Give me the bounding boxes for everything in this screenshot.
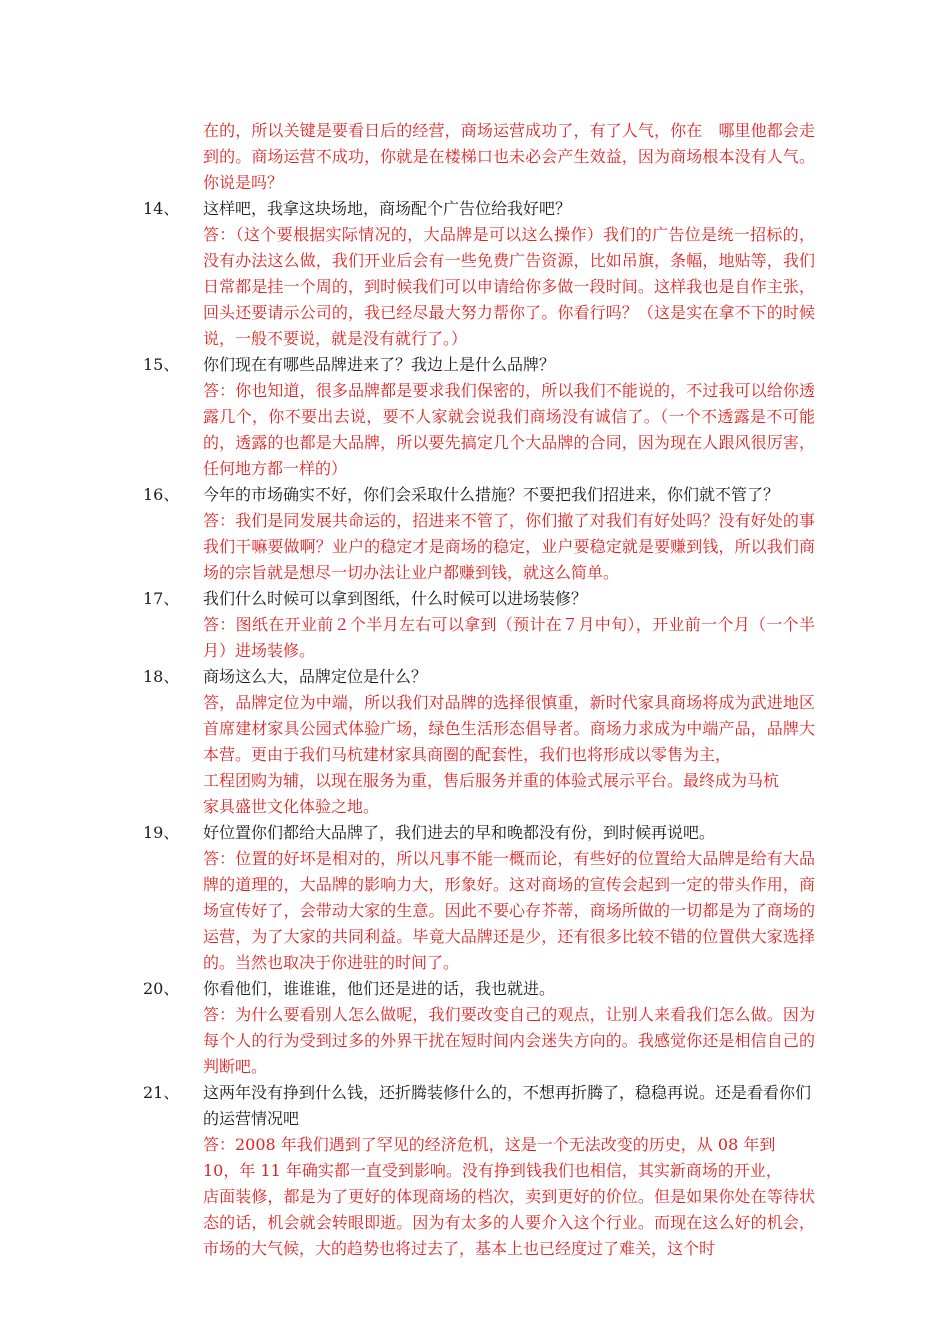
answer-text: 答：为什么要看别人怎么做呢，我们要改变自己的观点，让别人来看我们怎么做。因为每个人的行为受到过多的外界干扰在短时间内会迷失方向的。我感觉你还是相信自己的判断吧。 — [203, 1005, 815, 1076]
question-number: 18、 — [143, 667, 180, 686]
qa-list — [0, 196, 950, 1262]
question-row — [0, 586, 950, 612]
question-number: 17、 — [143, 589, 180, 608]
question-row — [0, 820, 950, 846]
question-number: 19、 — [143, 823, 180, 842]
question-number: 15、 — [143, 355, 180, 374]
qa-item — [0, 586, 950, 664]
question-text: 你们现在有哪些品牌进来了？我边上是什么品牌？ — [203, 355, 556, 374]
question-number: 16、 — [143, 485, 180, 504]
question-row — [0, 482, 950, 508]
qa-item — [0, 196, 950, 352]
question-text: 我们什么时候可以拿到图纸，什么时候可以进场装修？ — [203, 589, 588, 608]
answer-text: 答：你也知道，很多品牌都是要求我们保密的，所以我们不能说的，不过我可以给你透露几个，你不要出去说，要不人家就会说我们商场没有诚信了。（一个不透露是不可能的，透露的也都是大品牌，所以要先搞定几个大品牌的合同，因为现在人跟风很厉害，任何地方都一样的） — [203, 381, 815, 478]
qa-item — [0, 482, 950, 586]
qa-item — [0, 664, 950, 820]
question-text: 这样吧，我拿这块场地，商场配个广告位给我好吧？ — [203, 199, 572, 218]
question-row — [0, 664, 950, 690]
qa-item — [0, 976, 950, 1080]
question-text: 你看他们，谁谁谁，他们还是进的话，我也就进。 — [203, 979, 556, 998]
question-number: 21、 — [143, 1083, 180, 1102]
question-row — [0, 196, 950, 222]
answer-text: 答：我们是同发展共命运的，招进来不管了，你们撤了对我们有好处吗？没有好处的事我们干嘛要做啊？业户的稳定才是商场的稳定，业户要稳定就是要赚到钱，所以我们商场的宗旨就是想尽一切办法让业户都赚到钱，就这么简单。 — [203, 511, 815, 582]
question-number: 20、 — [143, 979, 180, 998]
answer-text: 答，品牌定位为中端，所以我们对品牌的选择很慎重，新时代家具商场将成为武进地区首席建材家具公园式体验广场，绿色生活形态倡导者。商场力求成为中端产品，品牌大本营。更由于我们马杭建材家具商圈的配套性，我们也将形成以零售为主， 工程团购为辅，以现在服务为重，售后服务并重的体验式展示平台。最终成为马杭 家具盛世文化体验之地。 — [203, 693, 815, 816]
question-row — [0, 976, 950, 1002]
question-text: 这两年没有挣到什么钱，还折腾装修什么的，不想再折腾了，稳稳再说。还是看看你们的运营情况吧 — [203, 1083, 812, 1128]
document-page — [0, 118, 950, 1262]
question-row — [0, 352, 950, 378]
question-row — [0, 1080, 950, 1132]
answer-text: 答：图纸在开业前２个半月左右可以拿到（预计在７月中旬），开业前一个月（一个半月）进场装修。 — [203, 615, 815, 660]
answer-text: 答：2008 年我们遇到了罕见的经济危机，这是一个无法改变的历史，从 08 年到 10，年 11 年确实都一直受到影响。没有挣到钱我们也相信，其实新商场的开业， 店面装修，都是为了更好的体现商场的档次，卖到更好的价位。但是如果你处在等待状态的话，机会就会转眼即逝。因为有太多的人要介入这个行业。而现在这么好的机会，市场的大气候，大的趋势也将过去了，基本上也已经度过了难关，这个时 — [203, 1135, 815, 1258]
answer-text: 答：（这个要根据实际情况的，大品牌是可以这么操作）我们的广告位是统一招标的，没有办法这么做，我们开业后会有一些免费广告资源，比如吊旗，条幅，地贴等，我们日常都是挂一个周的，到时候我们可以申请给你多做一段时间。这样我也是自作主张，回头还要请示公司的，我已经尽最大努力帮你了。你看行吗？（这是实在拿不下的时候说，一般不要说，就是没有就行了。） — [203, 225, 815, 348]
qa-item — [0, 820, 950, 976]
qa-item — [0, 352, 950, 482]
continuation-answer: 在的，所以关键是要看日后的经营，商场运营成功了，有了人气，你在 哪里他都会走到的。商场运营不成功，你就是在楼梯口也未必会产生效益，因为商场根本没有人气。你说是吗？ — [203, 121, 815, 192]
question-number: 14、 — [143, 199, 180, 218]
question-text: 商场这么大，品牌定位是什么？ — [203, 667, 428, 686]
answer-text: 答：位置的好坏是相对的，所以凡事不能一概而论，有些好的位置给大品牌是给有大品牌的道理的，大品牌的影响力大，形象好。这对商场的宣传会起到一定的带头作用，商场宣传好了，会带动大家的生意。因此不要心存芥蒂，商场所做的一切都是为了商场的运营，为了大家的共同利益。毕竟大品牌还是少，还有很多比较不错的位置供大家选择的。当然也取决于你进驻的时间了。 — [203, 849, 815, 972]
question-text: 好位置你们都给大品牌了，我们进去的早和晚都没有份，到时候再说吧。 — [203, 823, 716, 842]
question-text: 今年的市场确实不好，你们会采取什么措施？不要把我们招进来，你们就不管了？ — [203, 485, 780, 504]
qa-item — [0, 1080, 950, 1262]
